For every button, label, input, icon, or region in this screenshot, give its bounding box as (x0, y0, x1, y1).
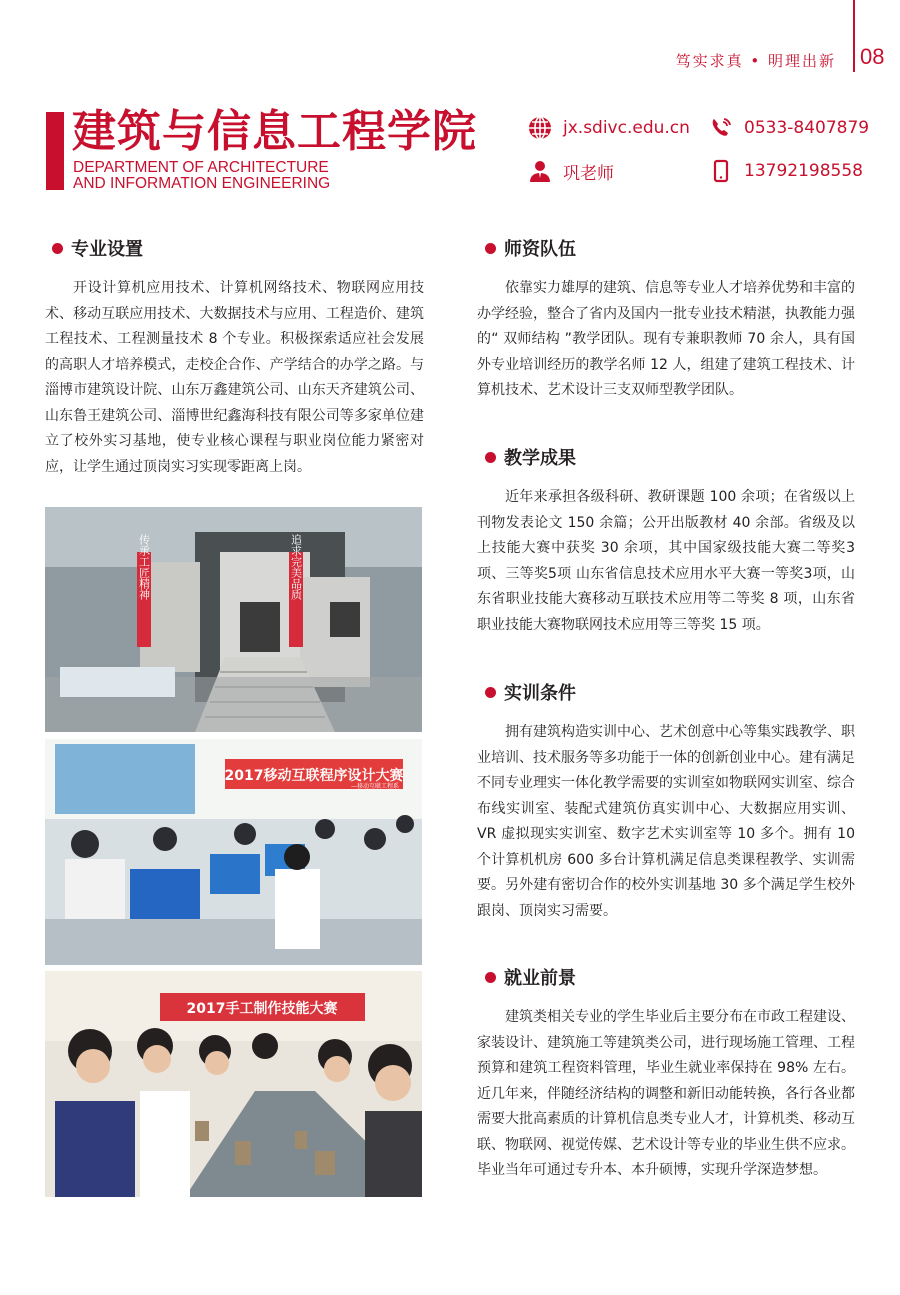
craft-banner-text: 2017手工制作技能大赛 (186, 1001, 338, 1017)
bullet-dot (52, 243, 63, 254)
section-title: 师资队伍 (504, 239, 576, 260)
photo-training-building (45, 507, 422, 732)
contact-phone[interactable] (708, 115, 869, 141)
section-title: 就业前景 (504, 968, 576, 989)
department-title-en (73, 160, 330, 192)
department-title-en-line2: AND INFORMATION ENGINEERING (73, 175, 331, 192)
title-accent-bar (46, 112, 64, 190)
section-career (477, 965, 855, 1184)
header-divider (853, 0, 855, 72)
phone-text: 0533-8407879 (744, 118, 870, 138)
page-number: 08 (860, 44, 885, 69)
mobile-phone-icon (708, 158, 734, 184)
department-title-en-line1: DEPARTMENT OF ARCHITECTURE (73, 159, 329, 176)
phone-icon (708, 115, 734, 141)
section-title: 实训条件 (504, 683, 576, 704)
section-heading (485, 445, 855, 469)
photo-computer-lab-contest (45, 739, 422, 965)
section-heading (485, 680, 855, 704)
section-title: 专业设置 (71, 239, 143, 260)
section-results (477, 445, 855, 638)
department-title-cn: 建筑与信息工程学院 (72, 106, 477, 157)
contact-person (527, 158, 614, 184)
contact-mobile[interactable] (708, 158, 863, 184)
banner-left-text: 传承工匠精神 (137, 534, 151, 600)
lab-banner-subtext: —移动互联工程系 (350, 783, 400, 790)
section-training (477, 680, 855, 924)
lab-banner-text: 2017移动互联程序设计大赛 (224, 768, 404, 784)
section-heading (485, 965, 855, 989)
section-faculty (477, 236, 855, 404)
section-body: 建筑类相关专业的学生毕业后主要分布在市政工程建设、家装设计、建筑施工等建筑类公司，进行现场施工管理、工程预算和建筑工程资料管理，毕业生就业率保持在 98% 左右。近几年来，伴随经济结构的调整和新旧动能转换，各行各业都需要大批高素质的计算机信息类专业人才，计算机类、移动互联、物联网、视觉传媒、艺术设计等专业的毕业生供不应求。毕业当年可通过专升本、本升硕博，实现升学深造梦想。 (477, 1009, 855, 1178)
section-majors (45, 236, 424, 480)
photo-handcraft-contest (45, 971, 422, 1197)
contact-person-text: 巩老师 (563, 163, 614, 184)
banner-right-text: 追求完美品质 (289, 534, 303, 600)
mobile-text: 13792198558 (744, 161, 863, 181)
section-body: 依靠实力雄厚的建筑、信息等专业人才培养优势和丰富的办学经验，整合了省内及国内一批专业技术精湛，执教能力强的“ 双师结构 ”教学团队。现有专兼职教师 70 余人，具有国外专业培训经历的教学名师 12 人，组建了建筑工程技术、计算机技术、艺术设计三支双师型教学团队。 (477, 280, 855, 398)
bullet-dot (485, 972, 496, 983)
person-icon (527, 158, 553, 184)
section-heading (485, 236, 855, 260)
bullet-dot (485, 452, 496, 463)
bullet-dot (485, 687, 496, 698)
school-slogan: 笃实求真 • 明理出新 (675, 52, 836, 70)
section-body: 近年来承担各级科研、教研课题 100 余项；在省级以上刊物发表论文 150 余篇；公开出版教材 40 余部。省级及以上技能大赛中获奖 30 余项，其中国家级技能大赛二等奖3项、三等奖5项 山东省信息技术应用水平大赛一等奖3项，山东省职业技能大赛移动互联技术应用等二等奖 8 项，山东省职业技能大赛物联网技术应用等三等奖 15 项。 (477, 489, 855, 633)
contact-website[interactable] (527, 115, 690, 141)
bullet-dot (485, 243, 496, 254)
section-body: 拥有建筑构造实训中心、艺术创意中心等集实践教学、职业培训、技术服务等多功能于一体的创新创业中心。建有满足不同专业理实一体化教学需要的实训室如物联网实训室、综合布线实训室、装配式建筑仿真实训中心、大数据应用实训、VR 虚拟现实实训室、数字艺术实训室等 10 多个。拥有 10 个计算机机房 600 多台计算机满足信息类课程教学、实训需要。另外建有密切合作的校外实训基地 30 多个满足学生校外跟岗、顶岗实习需要。 (477, 724, 855, 919)
website-text: jx.sdivc.edu.cn (563, 118, 690, 138)
section-title: 教学成果 (504, 448, 576, 469)
section-heading (52, 236, 424, 260)
section-body: 开设计算机应用技术、计算机网络技术、物联网应用技术、移动互联应用技术、大数据技术与应用、工程造价、建筑工程技术、工程测量技术 8 个专业。积极探索适应社会发展的高职人才培养模式，走校企合作、产学结合的办学之路。与淄博市建筑设计院、山东万鑫建筑公司、山东天齐建筑公司、山东鲁王建筑公司、淄博世纪鑫海科技有限公司等多家单位建立了校外实习基地，使专业核心课程与职业岗位能力紧密对应，让学生通过顶岗实习实现零距离上岗。 (45, 280, 424, 475)
globe-icon (527, 115, 553, 141)
